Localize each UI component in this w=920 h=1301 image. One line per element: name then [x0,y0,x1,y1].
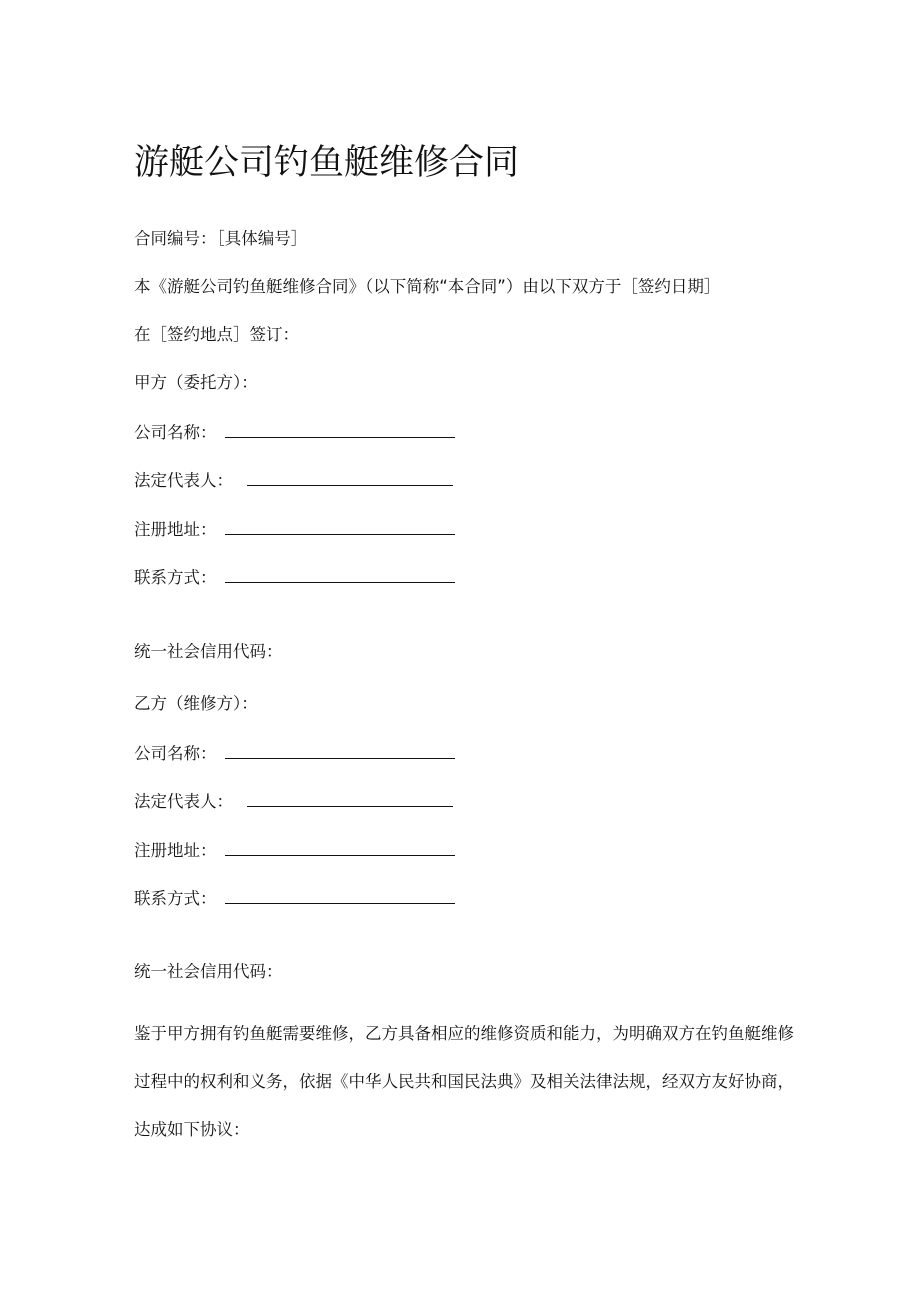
party-a-credit-code: 统一社会信用代码： [134,642,283,661]
party-b-legal-rep-row [134,789,453,814]
party-a-address-blank [225,517,455,535]
party-a-contact-row [134,565,455,590]
intro-line-2: 在［签约地点］签订： [134,325,299,344]
contract-number-label: 合同编号： [134,229,217,248]
party-a-heading: 甲方（委托方）： [134,373,258,392]
party-b-address-blank [225,838,455,856]
party-b-contact-blank [225,886,455,904]
party-a-company-row [134,420,455,445]
party-b-company-row [134,741,455,766]
contract-number-line [134,227,307,251]
party-b-credit-code: 统一社会信用代码： [134,962,283,981]
contract-number-value: ［具体编号］ [216,229,308,248]
party-a-address-label: 注册地址： [134,520,217,539]
party-b-company-label: 公司名称： [134,744,217,763]
party-b-contact-row [134,886,455,911]
party-a-legal-rep-row [134,468,453,493]
recital-paragraph: 鉴于甲方拥有钓鱼艇需要维修，乙方具备相应的维修资质和能力，为明确双方在钓鱼艇维修过程中的权利和义务，依据《中华人民共和国民法典》及相关法律法规，经双方友好协商，达成如下协议： [134,1024,794,1139]
party-a-legal-rep-blank [247,468,453,486]
party-b-company-blank [225,741,455,759]
party-a-address-row [134,517,455,542]
party-a-company-blank [225,420,455,438]
intro-line-1: 本《游艇公司钓鱼艇维修合同》（以下简称“本合同”）由以下双方于［签约日期］ [134,277,721,296]
document-title: 游艇公司钓鱼艇维修合同 [134,143,520,183]
party-a-contact-blank [225,565,455,583]
party-b-heading: 乙方（维修方）： [134,694,258,713]
party-a-legal-rep-label: 法定代表人： [134,471,233,490]
party-b-address-label: 注册地址： [134,841,217,860]
party-b-legal-rep-label: 法定代表人： [134,792,233,811]
party-a-company-label: 公司名称： [134,423,217,442]
party-b-contact-label: 联系方式： [134,889,217,908]
party-a-contact-label: 联系方式： [134,568,217,587]
party-b-legal-rep-blank [247,789,453,807]
party-b-address-row [134,838,455,863]
